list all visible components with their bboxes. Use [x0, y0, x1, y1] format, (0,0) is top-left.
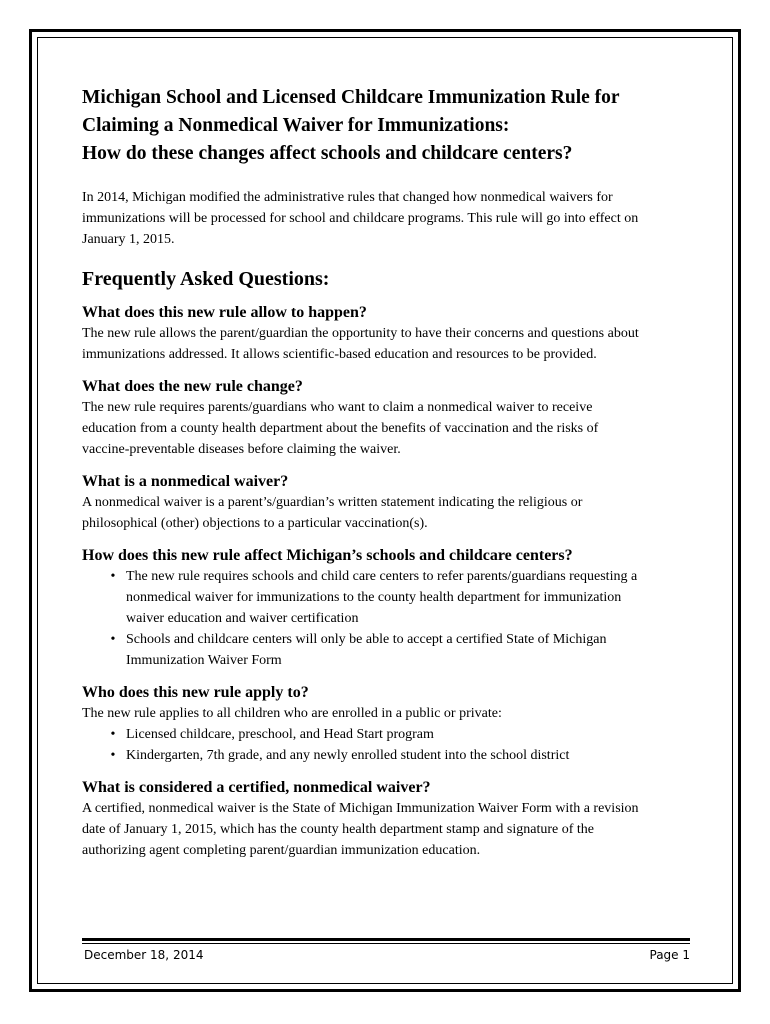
faq-answer [82, 323, 692, 365]
bullet-icon: • [110, 632, 116, 647]
faq-question: Who does this new rule apply to? [82, 684, 309, 701]
document-body [82, 84, 692, 861]
faq-question: How does this new rule affect Michigan’s schools and childcare centers? [82, 547, 573, 564]
list-item-line: Licensed childcare, preschool, and Head Start program [126, 727, 434, 742]
intro-line: In 2014, Michigan modified the administrative rules that changed how nonmedical waivers for [82, 190, 613, 205]
title-line: Michigan School and Licensed Childcare Immunization Rule for [82, 87, 620, 108]
list-item-line: waiver education and waiver certification [126, 611, 359, 626]
answer-line: A nonmedical waiver is a parent’s/guardian’s written statement indicating the religious or [82, 495, 583, 510]
intro-line: January 1, 2015. [82, 232, 175, 247]
title-line: Claiming a Nonmedical Waiver for Immunizations: [82, 115, 510, 136]
answer-line: The new rule applies to all children who are enrolled in a public or private: [82, 706, 502, 721]
faq-question: What is considered a certified, nonmedical waiver? [82, 779, 431, 796]
footer-divider [82, 938, 690, 941]
intro-paragraph [82, 187, 692, 250]
footer-divider-thin [82, 943, 690, 944]
faq-question: What is a nonmedical waiver? [82, 473, 289, 490]
faq-answer [82, 798, 692, 861]
bullet-icon: • [110, 748, 116, 763]
list-item [106, 724, 692, 745]
list-item [106, 629, 692, 671]
bullet-icon: • [110, 727, 116, 742]
answer-line: date of January 1, 2015, which has the county health department stamp and signature of the [82, 822, 595, 837]
list-item [106, 566, 692, 629]
answer-line: education from a county health department about the benefits of vaccination and the risks of [82, 421, 599, 436]
title-line: How do these changes affect schools and childcare centers? [82, 143, 573, 164]
answer-line: vaccine-preventable diseases before claiming the waiver. [82, 442, 401, 457]
list-item-line: Kindergarten, 7th grade, and any newly enrolled student into the school district [126, 748, 570, 763]
answer-line: authorizing agent completing parent/guardian immunization education. [82, 843, 481, 858]
footer-date: December 18, 2014 [84, 948, 204, 962]
faq-question: What does this new rule allow to happen? [82, 304, 367, 321]
bullet-list [82, 724, 692, 766]
intro-line: immunizations will be processed for school and childcare programs. This rule will go into effect on [82, 211, 639, 226]
list-item [106, 745, 692, 766]
answer-line: A certified, nonmedical waiver is the State of Michigan Immunization Waiver Form with a revision [82, 801, 639, 816]
faq-answer [82, 703, 692, 724]
answer-line: The new rule allows the parent/guardian the opportunity to have their concerns and questions about [82, 326, 639, 341]
list-item-line: Schools and childcare centers will only be able to accept a certified State of Michigan [126, 632, 607, 647]
list-item-line: nonmedical waiver for immunizations to the county health department for immunization [126, 590, 622, 605]
list-item-line: The new rule requires schools and child care centers to refer parents/guardians requesting a [126, 569, 638, 584]
list-item-line: Immunization Waiver Form [126, 653, 282, 668]
footer-page-number: Page 1 [649, 948, 690, 962]
answer-line: immunizations addressed. It allows scientific-based education and resources to be provided. [82, 347, 597, 362]
faq-heading: Frequently Asked Questions: [82, 268, 330, 290]
bullet-icon: • [110, 569, 116, 584]
answer-line: The new rule requires parents/guardians who want to claim a nonmedical waiver to receive [82, 400, 593, 415]
answer-line: philosophical (other) objections to a particular vaccination(s). [82, 516, 428, 531]
document-title [82, 84, 692, 168]
faq-answer [82, 397, 692, 460]
faq-question: What does the new rule change? [82, 378, 303, 395]
faq-answer [82, 492, 692, 534]
bullet-list [82, 566, 692, 671]
